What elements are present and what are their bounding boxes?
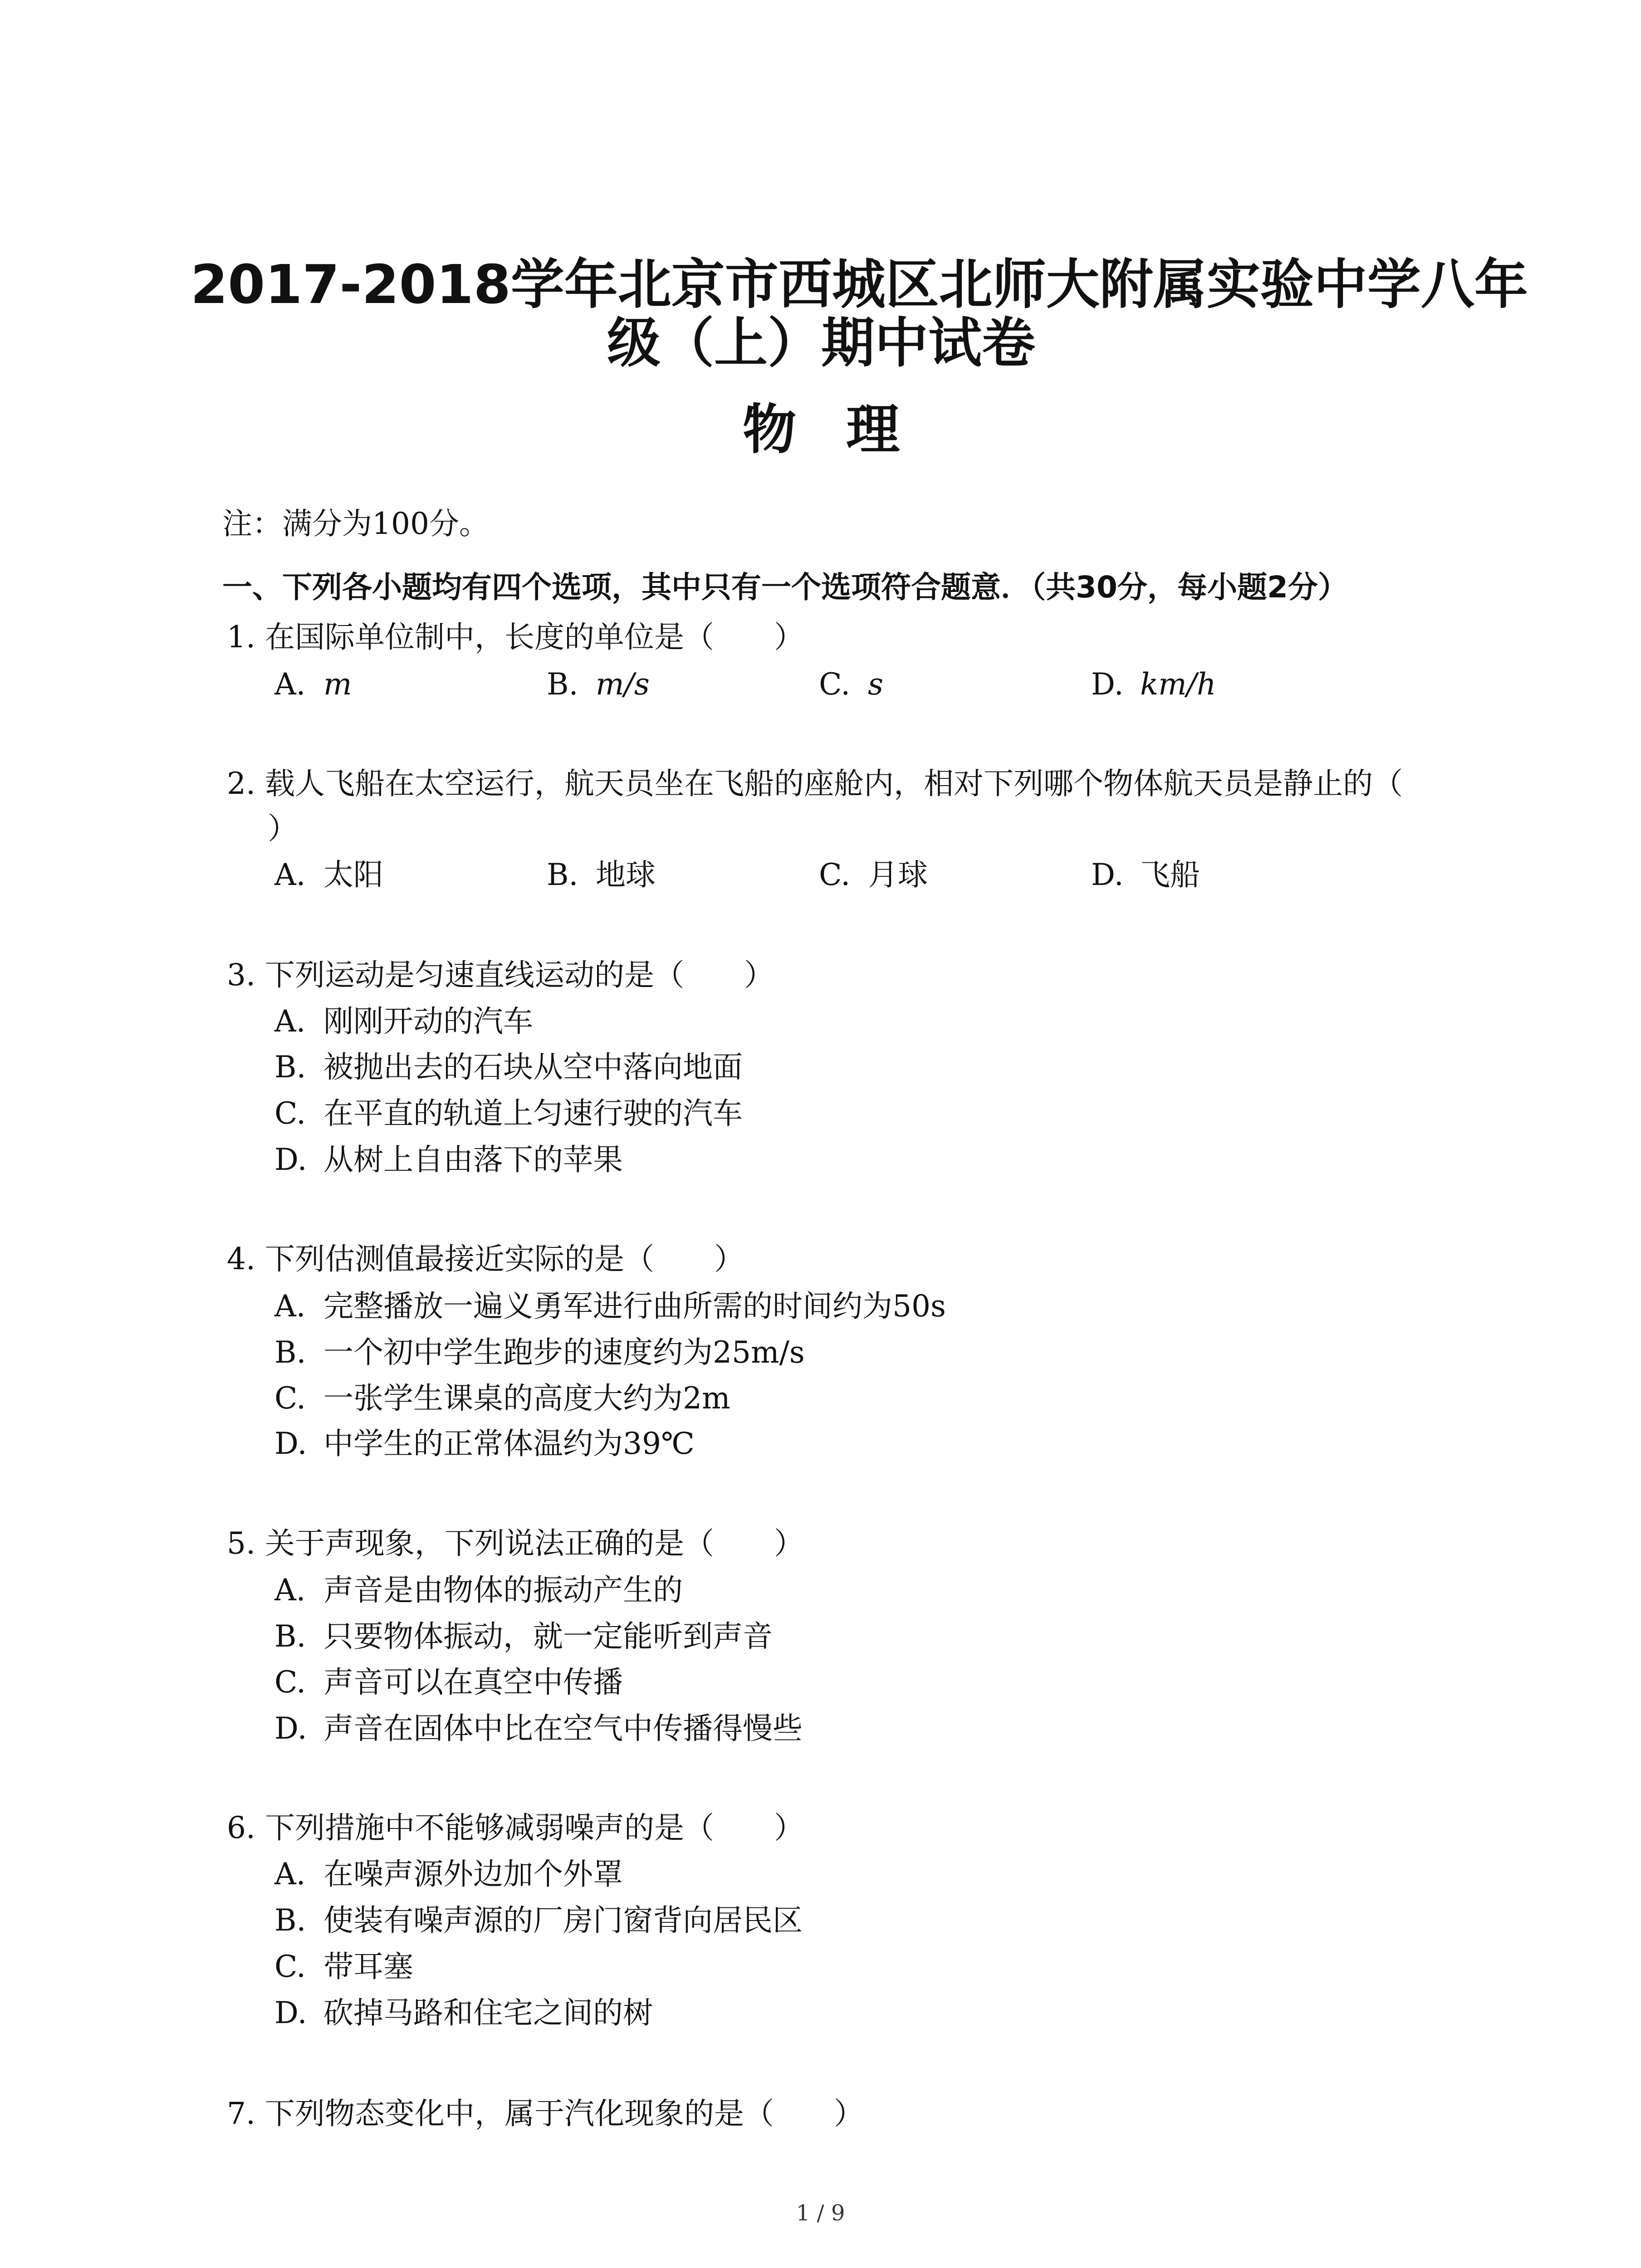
option-text: s — [868, 667, 883, 702]
question-5-option-c — [274, 1665, 623, 1700]
option-text: 砍掉马路和住宅之间的树 — [323, 1995, 653, 2030]
option-letter: A. — [274, 857, 306, 892]
option-letter: A. — [274, 1857, 306, 1892]
question-2-option-c — [819, 857, 928, 892]
option-letter: C. — [819, 667, 851, 702]
option-letter: A. — [274, 667, 306, 702]
option-letter: A. — [274, 1289, 306, 1324]
score-note: 注：满分为100分。 — [222, 506, 489, 541]
subject-heading: 物理 — [742, 398, 950, 461]
option-letter: B. — [274, 1050, 306, 1085]
question-1-option-d — [1091, 667, 1216, 702]
question-3-option-a — [274, 1004, 533, 1039]
question-7-stem: 7. 下列物态变化中，属于汽化现象的是（ ） — [227, 2096, 864, 2131]
option-letter: B. — [274, 1903, 306, 1938]
option-text: 从树上自由落下的苹果 — [323, 1142, 623, 1177]
question-3-stem: 3. 下列运动是匀速直线运动的是（ ） — [227, 958, 774, 992]
option-letter: C. — [274, 1381, 306, 1416]
question-6-option-c — [274, 1949, 413, 1984]
question-4-option-d — [274, 1426, 695, 1461]
option-letter: B. — [274, 1335, 306, 1370]
option-letter: D. — [274, 1995, 307, 2030]
question-5-option-a — [274, 1573, 683, 1608]
option-text: 完整播放一遍义勇军进行曲所需的时间约为50s — [323, 1289, 946, 1324]
option-text: 刚刚开动的汽车 — [323, 1004, 533, 1039]
option-text: 一个初中学生跑步的速度约为25m/s — [323, 1335, 805, 1370]
option-text: 被抛出去的石块从空中落向地面 — [323, 1050, 743, 1085]
question-3-option-d — [274, 1142, 623, 1177]
option-letter: D. — [274, 1142, 307, 1177]
option-letter: A. — [274, 1573, 306, 1608]
option-text: 飞船 — [1140, 857, 1200, 892]
question-5-option-b — [274, 1619, 773, 1654]
option-letter: B. — [274, 1619, 306, 1654]
option-letter: B. — [547, 667, 578, 702]
option-text: km/h — [1140, 667, 1216, 702]
section-1-heading: 一、下列各小题均有四个选项，其中只有一个选项符合题意．（共30分，每小题2分） — [222, 570, 1348, 605]
option-text: 地球 — [596, 857, 656, 892]
option-letter: C. — [274, 1665, 306, 1700]
option-letter: C. — [274, 1096, 306, 1131]
option-letter: D. — [274, 1711, 307, 1746]
question-2-option-a — [274, 857, 383, 892]
option-text: 太阳 — [323, 857, 383, 892]
question-4-stem: 4. 下列估测值最接近实际的是（ ） — [227, 1242, 744, 1276]
option-letter: D. — [1091, 857, 1124, 892]
question-3-option-b — [274, 1050, 743, 1085]
option-text: 月球 — [868, 857, 928, 892]
option-letter: C. — [819, 857, 851, 892]
question-1-option-b — [547, 667, 650, 702]
option-letter: B. — [547, 857, 578, 892]
question-3-option-c — [274, 1096, 743, 1131]
question-4-option-b — [274, 1335, 805, 1370]
question-6-option-d — [274, 1995, 653, 2030]
question-1-stem: 1. 在国际单位制中，长度的单位是（ ） — [227, 620, 804, 655]
question-1-option-c — [819, 667, 883, 702]
question-4-option-a — [274, 1289, 946, 1324]
option-text: m — [323, 667, 352, 702]
option-text: 带耳塞 — [323, 1949, 413, 1984]
option-text: 声音是由物体的振动产生的 — [323, 1573, 683, 1608]
question-2-option-b — [547, 857, 656, 892]
question-6-stem: 6. 下列措施中不能够减弱噪声的是（ ） — [227, 1810, 804, 1845]
question-2-stem: 2. 载人飞船在太空运行，航天员坐在飞船的座舱内，相对下列哪个物体航天员是静止的（ — [227, 766, 1403, 801]
page-number: 1 / 9 — [796, 2200, 845, 2226]
option-text: 声音在固体中比在空气中传播得慢些 — [323, 1711, 803, 1746]
option-letter: A. — [274, 1004, 306, 1039]
question-6-option-b — [274, 1903, 803, 1938]
option-letter: D. — [274, 1426, 307, 1461]
option-text: 在噪声源外边加个外罩 — [323, 1857, 623, 1892]
option-text: m/s — [596, 667, 650, 702]
question-6-option-a — [274, 1857, 623, 1892]
question-5-stem: 5. 关于声现象，下列说法正确的是（ ） — [227, 1526, 804, 1561]
option-text: 声音可以在真空中传播 — [323, 1665, 623, 1700]
question-2-option-d — [1091, 857, 1200, 892]
exam-title-line-2: 级（上）期中试卷 — [607, 312, 1035, 374]
option-text: 一张学生课桌的高度大约为2m — [323, 1381, 730, 1416]
option-letter: D. — [1091, 667, 1124, 702]
question-5-option-d — [274, 1711, 803, 1746]
question-1-option-a — [274, 667, 352, 702]
exam-title-line-1: 2017-2018学年北京市西城区北师大附属实验中学八年 — [191, 253, 1528, 316]
option-text: 中学生的正常体温约为39℃ — [323, 1426, 695, 1461]
question-4-option-c — [274, 1381, 730, 1416]
option-text: 使装有噪声源的厂房门窗背向居民区 — [323, 1903, 803, 1938]
option-text: 在平直的轨道上匀速行驶的汽车 — [323, 1096, 743, 1131]
option-letter: C. — [274, 1949, 306, 1984]
option-text: 只要物体振动，就一定能听到声音 — [323, 1619, 773, 1654]
question-2-stem-continuation: ） — [268, 811, 298, 846]
